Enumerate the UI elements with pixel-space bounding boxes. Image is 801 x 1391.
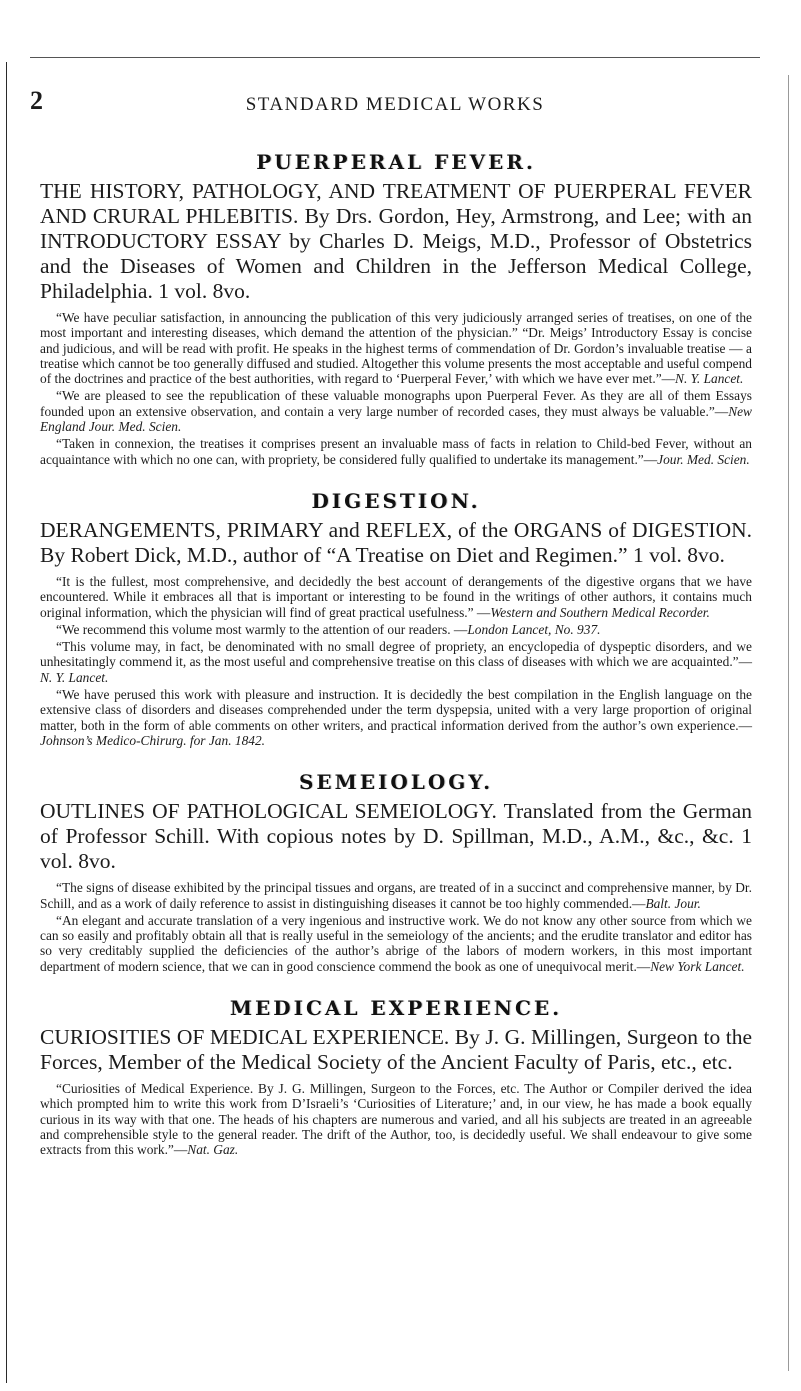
- review-quote: “We have peculiar satisfaction, in announcing the publication of this very judiciously arranged series of treatises, on one of the most important and interesting diseases, which demand the attention of the physician.” “Dr. Meigs’ Introductory Essay is concise and judicious, and will be read with profit. He speaks in the highest terms of commendation of Dr. Gordon’s invaluable treatise — a treatise which cannot be too generally diffused and studied. Altogether this volume presents the most acceptable and useful compend of the doctrines and practice of the best authorities, with regard to ‘Puerperal Fever,’ with which we have ever met.”—N. Y. Lancet.: [40, 310, 752, 387]
- book-entry-title: DERANGEMENTS, PRIMARY and REFLEX, of the ORGANS of DIGESTION. By Robert Dick, M.D., author of “A Treatise on Diet and Regimen.” 1 vol. 8vo.: [40, 517, 752, 567]
- page-content: [40, 150, 752, 1180]
- top-rule: [30, 57, 760, 58]
- review-quote: “The signs of disease exhibited by the principal tissues and organs, are treated of in a succinct and comprehensive manner, by Dr. Schill, and as a work of daily reference to assist in distinguishing diseases it cannot be too highly commended.—Balt. Jour.: [40, 880, 752, 911]
- section-heading: PUERPERAL FEVER.: [256, 150, 536, 174]
- section-medical-experience: [40, 996, 752, 1157]
- review-quote: “An elegant and accurate translation of a very ingenious and instructive work. We do not know any other source from which we can so easily and profitably obtain all that is really useful in the semeiology of the ancients; and the erudite translator and editor has so very creditably supplied the deficiencies of the author’s abrige of the labors of modern workers, in this most important department of modern science, that we can in good conscience commend the book as one of unequivocal merit.—New York Lancet.: [40, 912, 752, 974]
- review-source: London Lancet, No. 937.: [467, 621, 601, 637]
- section-heading: DIGESTION.: [311, 488, 481, 513]
- section-digestion: [40, 489, 752, 748]
- review-quote: “We recommend this volume most warmly to the attention of our readers. —London Lancet, No. 937.: [56, 621, 601, 637]
- review-quote: “We are pleased to see the republication of these valuable monographs upon Puerperal Fever. As they are all of them Essays founded upon an extensive observation, and contain a very large number of recorded cases, they must always be valuable.”—New England Jour. Med. Scien.: [40, 388, 752, 435]
- review-source: N. Y. Lancet.: [675, 371, 744, 387]
- review-source: N. Y. Lancet.: [40, 669, 109, 685]
- right-rule: [788, 75, 789, 1371]
- review-source: Nat. Gaz.: [187, 1142, 239, 1158]
- review-quote: “Taken in connexion, the treatises it comprises present an invaluable mass of facts in relation to Child-bed Fever, without an acquaintance with which no one can, with propriety, be considered fully qualified to undertake its management.”—Jour. Med. Scien.: [40, 436, 752, 467]
- review-quote: “We have perused this work with pleasure and instruction. It is decidedly the best compilation in the English language on the extensive class of disorders and diseases comprehended under the term dyspepsia, united with a very large proportion of original matter, both in the form of able comments on other writers, and practical information derived from the author’s own experience.—Johnson’s Medico-Chirurg. for Jan. 1842.: [40, 687, 752, 748]
- section-heading: MEDICAL EXPERIENCE.: [229, 996, 563, 1021]
- running-title: STANDARD MEDICAL WORKS: [245, 94, 545, 115]
- section-puerperal-fever: [40, 150, 752, 467]
- book-entry-title: THE HISTORY, PATHOLOGY, AND TREATMENT OF PUERPERAL FEVER AND CRURAL PHLEBITIS. By Drs. Gordon, Hey, Armstrong, and Lee; with an INTRODUCTORY ESSAY by Charles D. Meigs, M.D., Professor of Obstetrics and the Diseases of Women and Children in the Jefferson Medical College, Philadelphia. 1 vol. 8vo.: [40, 179, 752, 303]
- section-semeiology: [40, 770, 752, 974]
- section-heading: SEMEIOLOGY.: [298, 770, 494, 795]
- review-source: New York Lancet.: [650, 958, 745, 974]
- page-number: 2: [30, 86, 43, 115]
- book-entry-title: OUTLINES OF PATHOLOGICAL SEMEIOLOGY. Translated from the German of Professor Schill. With copious notes by D. Spillman, M.D., A.M., &c., &c. 1 vol. 8vo.: [40, 799, 752, 874]
- review-source: Johnson’s Medico-Chirurg. for Jan. 1842.: [40, 732, 266, 748]
- book-entry-title: CURIOSITIES OF MEDICAL EXPERIENCE. By J. G. Millingen, Surgeon to the Forces, Member of the Medical Society of the Ancient Faculty of Paris, etc., etc.: [40, 1025, 752, 1075]
- review-source: New England Jour. Med. Scien.: [40, 403, 752, 435]
- review-source: Jour. Med. Scien.: [657, 451, 750, 467]
- review-source: Balt. Jour.: [645, 895, 701, 911]
- running-head: [30, 86, 760, 116]
- review-quote: “It is the fullest, most comprehensive, and decidedly the best account of derangements of the digestive organs that we have encountered. While it embraces all that is important or interesting to be found in the writings of other authors, it contains much original information, which the physician will find of great practical usefulness.” —Western and Southern Medical Recorder.: [40, 573, 752, 620]
- review-quote: “Curiosities of Medical Experience. By J. G. Millingen, Surgeon to the Forces, etc. The Author or Compiler derived the idea which prompted him to write this work from D’Israeli’s ‘Curiosities of Literature;’ and, in our view, he has made a book equally curious in its way with that one. The heads of his chapters are numerous and varied, and all his subjects are treated in an agreeable and comprehensible style to the general reader. The drift of the Author, too, is decidedly useful. We shall endeavour to give some extracts from this work.”—Nat. Gaz.: [40, 1081, 752, 1158]
- review-quote: “This volume may, in fact, be denominated with no small degree of propriety, an encyclopedia of dyspeptic disorders, and we unhesitatingly commend it, as the most useful and comprehensive treatise on this class of diseases with which we are acquainted.”—N. Y. Lancet.: [40, 639, 752, 685]
- review-source: Western and Southern Medical Recorder.: [490, 604, 710, 620]
